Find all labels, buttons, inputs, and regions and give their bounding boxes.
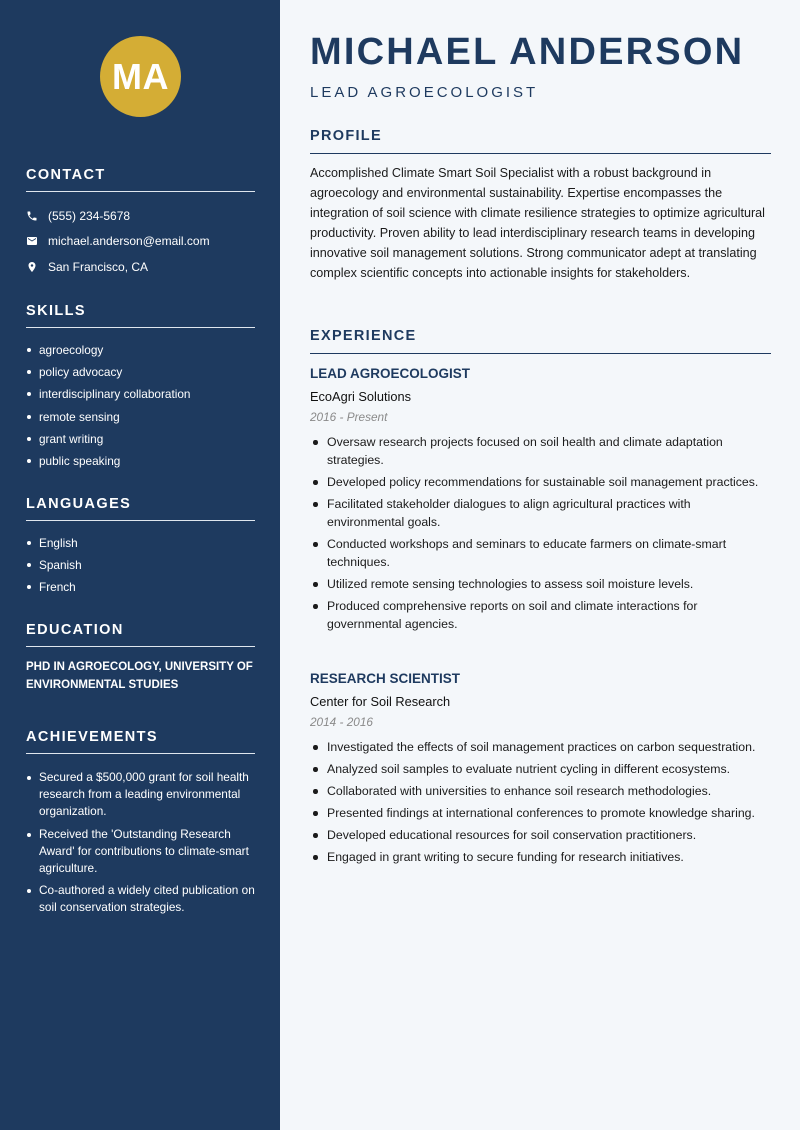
mail-icon <box>26 235 48 247</box>
contact-location-text: San Francisco, CA <box>48 259 149 274</box>
job-bullet: Investigated the effects of soil management practices on carbon sequestration. <box>310 738 771 756</box>
job-bullet: Presented findings at international conferences to promote knowledge sharing. <box>310 804 771 822</box>
job-bullet: Facilitated stakeholder dialogues to align agricultural practices with environmental goals. <box>310 495 771 531</box>
profile-text: Accomplished Climate Smart Soil Specialist with a robust background in agroecology and environmental sustainability. Expertise encompasses the integration of soil science with climate resilience strategies to optimize agricultural productivity. Proven ability to lead interdisciplinary research teams in developing innovative soil management solutions. Strong communicator adept at translating complex scientific concepts into actionable insights for stakeholders. <box>310 166 765 281</box>
location-pin-icon <box>26 261 48 273</box>
experience-heading: EXPERIENCE <box>310 328 771 354</box>
candidate-name: MICHAEL ANDERSON <box>310 31 745 73</box>
job-bullet: Developed educational resources for soil conservation practitioners. <box>310 826 771 844</box>
job-dates: 2014 - 2016 <box>310 715 373 729</box>
job-bullet: Developed policy recommendations for sustainable soil management practices. <box>310 473 771 491</box>
contact-location <box>26 254 255 280</box>
skills-list <box>26 339 255 472</box>
job-title: LEAD AGROECOLOGIST <box>310 366 471 381</box>
contact-phone-text: (555) 234-5678 <box>48 208 131 223</box>
job-company: Center for Soil Research <box>310 694 451 709</box>
job-bullet: Conducted workshops and seminars to educate farmers on climate-smart techniques. <box>310 535 771 571</box>
achievement-item: Secured a $500,000 grant for soil health research from a leading environmental organization. <box>26 769 255 820</box>
contact-section <box>26 167 255 280</box>
avatar: MA <box>100 36 181 117</box>
education-degree: PHD IN AGROECOLOGY, UNIVERSITY OF ENVIRONMENTAL STUDIES <box>26 661 253 691</box>
contact-phone <box>26 203 255 229</box>
job-entry <box>310 366 771 637</box>
education-section <box>26 622 255 694</box>
languages-heading: LANGUAGES <box>26 496 255 521</box>
education-heading: EDUCATION <box>26 622 255 647</box>
achievement-item: Co-authored a widely cited publication on soil conservation strategies. <box>26 882 255 916</box>
job-bullet: Produced comprehensive reports on soil and climate interactions for governmental agencies. <box>310 597 771 633</box>
job-bullet: Analyzed soil samples to evaluate nutrient cycling in different ecosystems. <box>310 760 771 778</box>
achievements-section <box>26 729 255 922</box>
sidebar <box>0 0 280 1130</box>
skill-item: agroecology <box>26 339 255 361</box>
job-dates: 2016 - Present <box>310 410 388 424</box>
skill-item: policy advocacy <box>26 361 255 383</box>
job-bullet: Engaged in grant writing to secure funding for research initiatives. <box>310 848 771 866</box>
achievements-list <box>26 769 255 916</box>
job-bullet: Oversaw research projects focused on soil health and climate adaptation strategies. <box>310 433 771 469</box>
profile-heading: PROFILE <box>310 128 771 154</box>
skill-item: public speaking <box>26 450 255 472</box>
skills-section <box>26 303 255 472</box>
skill-item: interdisciplinary collaboration <box>26 383 255 405</box>
phone-icon <box>26 210 48 222</box>
job-company: EcoAgri Solutions <box>310 389 412 404</box>
job-bullets <box>310 433 771 633</box>
job-bullet: Utilized remote sensing technologies to assess soil moisture levels. <box>310 575 771 593</box>
skill-item: remote sensing <box>26 406 255 428</box>
contact-heading: CONTACT <box>26 167 255 192</box>
language-item: French <box>26 576 255 598</box>
languages-list <box>26 532 255 599</box>
skills-heading: SKILLS <box>26 303 255 328</box>
job-title: RESEARCH SCIENTIST <box>310 671 461 686</box>
candidate-role: LEAD AGROECOLOGIST <box>310 84 539 101</box>
job-bullets <box>310 738 771 866</box>
skill-item: grant writing <box>26 428 255 450</box>
job-entry <box>310 671 771 870</box>
achievements-heading: ACHIEVEMENTS <box>26 729 255 754</box>
contact-email-text: michael.anderson@email.com <box>48 234 210 249</box>
language-item: Spanish <box>26 554 255 576</box>
contact-list <box>26 203 255 280</box>
contact-email <box>26 229 255 255</box>
job-bullet: Collaborated with universities to enhance soil research methodologies. <box>310 782 771 800</box>
language-item: English <box>26 532 255 554</box>
languages-section <box>26 496 255 599</box>
achievement-item: Received the 'Outstanding Research Award' for contributions to climate-smart agriculture. <box>26 826 255 877</box>
